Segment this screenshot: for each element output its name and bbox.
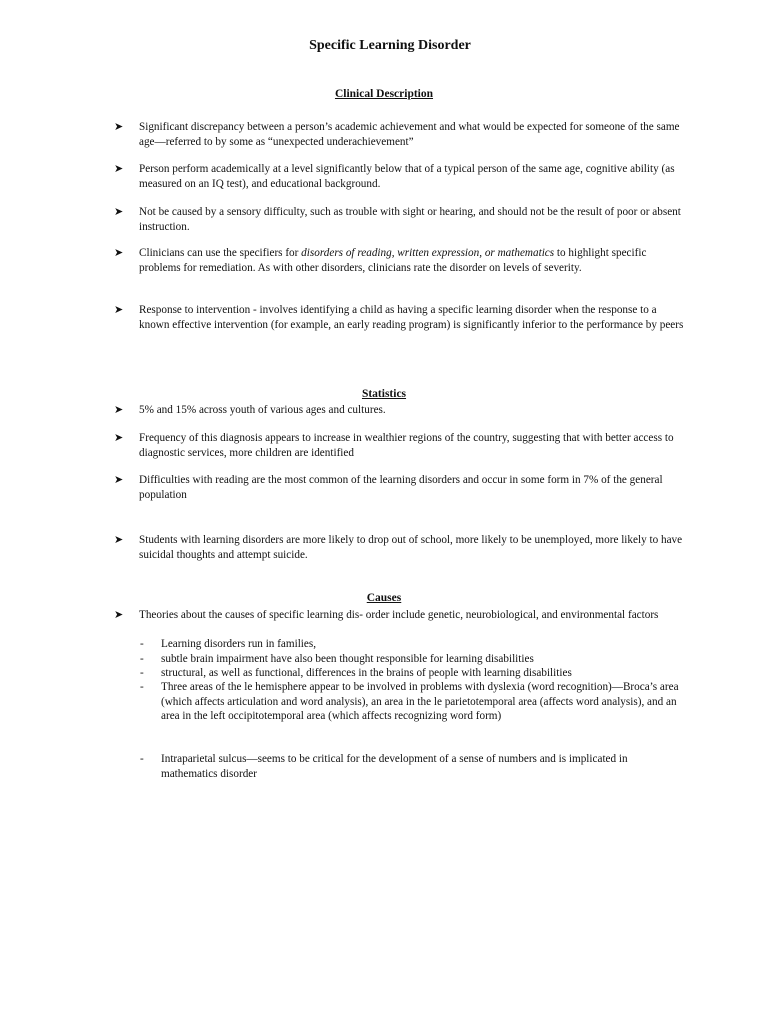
- arrow-bullet-icon: ➤: [114, 432, 124, 444]
- arrow-bullet-icon: ➤: [114, 404, 124, 416]
- dash-bullet: -: [140, 681, 144, 693]
- sub-item-text: structural, as well as functional, differences in the brains of people with learning disabilities: [161, 667, 572, 679]
- bullet-text-emphasis: disorders of reading, written expression, or mathematics: [301, 247, 555, 259]
- bullet-text: Person perform academically at a level significantly below that of a typical person of the same age, cognitive ability (as measured on an IQ test), and educational background.: [139, 163, 675, 190]
- sub-item-text: subtle brain impairment have also been thought responsible for learning disabilities: [161, 653, 534, 665]
- heading-causes: Causes: [366, 592, 402, 604]
- bullet-text: Frequency of this diagnosis appears to increase in wealthier regions of the country, suggesting that with better access to diagnostic services, more children are identified: [139, 432, 674, 459]
- arrow-bullet-icon: ➤: [114, 474, 124, 486]
- sub-item-text: Three areas of the le hemisphere appear to be involved in problems with dyslexia (word recognition)—Broca’s area (which affects articulation and word analysis), an area in the le parietotemporal area (affects word analysis), and an area in the left occipitotemporal area (which affects recognizing word form): [161, 681, 679, 723]
- heading-clinical-description: Clinical Description: [334, 88, 434, 100]
- sub-item-text: Intraparietal sulcus—seems to be critical for the development of a sense of numbers and is implicated in mathematics disorder: [161, 753, 628, 780]
- heading-statistics: Statistics: [361, 388, 407, 400]
- arrow-bullet-icon: ➤: [114, 609, 124, 621]
- bullet-text: Theories about the causes of specific learning dis- order include genetic, neurobiological, and environmental factors: [139, 609, 659, 621]
- arrow-bullet-icon: ➤: [114, 163, 124, 175]
- arrow-bullet-icon: ➤: [114, 206, 124, 218]
- bullet-text: Significant discrepancy between a person’s academic achievement and what would be expected for someone of the same age—referred to by some as “unexpected underachievement”: [139, 121, 680, 148]
- bullet-text: [139, 246, 684, 275]
- arrow-bullet-icon: ➤: [114, 304, 124, 316]
- bullet-text: Difficulties with reading are the most common of the learning disorders and occur in some form in 7% of the general population: [139, 474, 663, 501]
- document-title: Specific Learning Disorder: [309, 38, 471, 53]
- bullet-text: Response to intervention - involves identifying a child as having a specific learning disorder when the response to a known effective intervention (for example, an early reading program) is significantly inferior to the performance by peers: [139, 304, 684, 331]
- bullet-text-part: Clinicians can use the specifiers for: [139, 247, 302, 259]
- bullet-text: 5% and 15% across youth of various ages and cultures.: [139, 404, 386, 416]
- arrow-bullet-icon: ➤: [114, 247, 124, 259]
- arrow-bullet-icon: ➤: [114, 121, 124, 133]
- bullet-text: Not be caused by a sensory difficulty, such as trouble with sight or hearing, and should not be the result of poor or absent instruction.: [139, 206, 681, 233]
- dash-bullet: -: [140, 753, 144, 765]
- bullet-text-part: to highlight specific problems for remediation. As with other disorders, clinicians rate the disorder on levels of severity.: [139, 247, 647, 274]
- dash-bullet: -: [140, 653, 144, 665]
- arrow-bullet-icon: ➤: [114, 534, 124, 546]
- bullet-text: Students with learning disorders are more likely to drop out of school, more likely to be unemployed, more likely to have suicidal thoughts and attempt suicide.: [139, 534, 683, 561]
- dash-bullet: -: [140, 667, 144, 679]
- sub-item-text: Learning disorders run in families,: [161, 638, 317, 650]
- dash-bullet: -: [140, 638, 144, 650]
